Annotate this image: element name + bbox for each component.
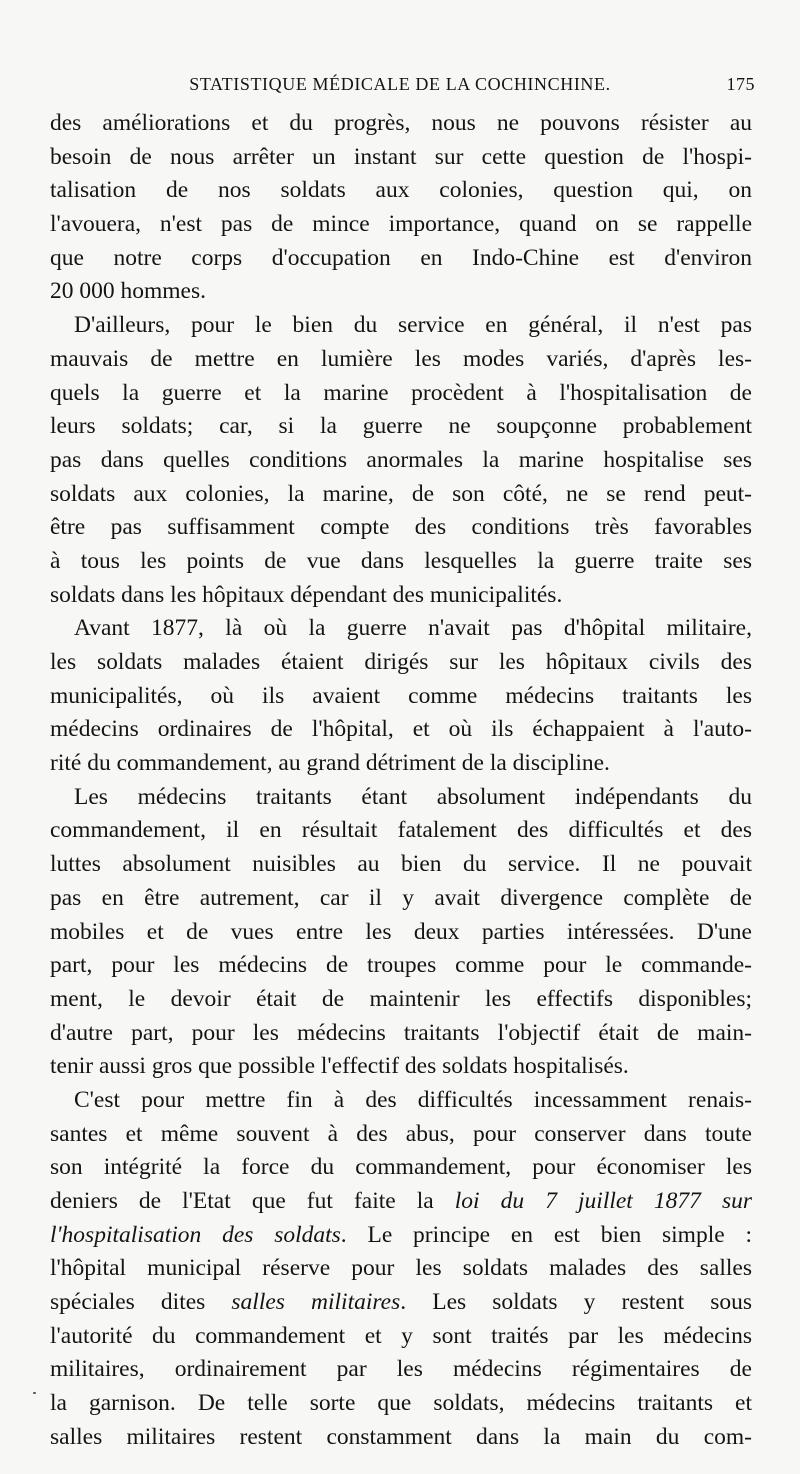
text-line: soldats aux colonies, la marine, de son côté, ne se rend peut-: [50, 480, 752, 507]
text-line: municipalités, où ils avaient comme médecins traitants les: [50, 682, 752, 709]
text-line: salles militaires restent constamment dans la main du com-: [50, 1423, 752, 1450]
text-line: leurs soldats; car, si la guerre ne soupçonne probablement: [50, 413, 752, 440]
text-line: d'autre part, pour les médecins traitants l'objectif était de main-: [50, 1019, 752, 1046]
text-line: la garnison. De telle sorte que soldats, médecins traitants et: [50, 1390, 752, 1417]
text-line: luttes absolument nuisibles au bien du service. Il ne pouvait: [50, 851, 752, 878]
text-line: commandement, il en résultait fatalement des difficultés et des: [50, 817, 752, 844]
text-line: mauvais de mettre en lumière les modes variés, d'après les-: [50, 345, 752, 372]
text-line: médecins ordinaires de l'hôpital, et où ils échappaient à l'auto-: [50, 716, 752, 743]
text-line: pas en être autrement, car il y avait divergence complète de: [50, 884, 752, 911]
text-segment: deniers de l'Etat que fut faite la: [50, 1188, 455, 1214]
text-line-mixed: [50, 1219, 752, 1253]
text-line: ment, le devoir était de maintenir les effectifs disponibles;: [50, 985, 752, 1012]
text-line: être pas suffisamment compte des conditions très favorables: [50, 514, 752, 541]
text-line: Avant 1877, là où la guerre n'avait pas d'hôpital militaire,: [74, 615, 752, 642]
text-line: des améliorations et du progrès, nous ne pouvons résister au: [50, 110, 752, 136]
text-line: l'autorité du commandement et y sont traités par les médecins: [50, 1322, 752, 1349]
text-line: que notre corps d'occupation en Indo-Chine est d'environ: [50, 244, 752, 271]
page-number: 175: [726, 74, 755, 94]
text-line: pas dans quelles conditions anormales la marine hospitalise ses: [50, 446, 752, 473]
text-line: rité du commandement, au grand détriment de la discipline.: [50, 750, 610, 777]
text-segment: . Le principe en est bien simple :: [340, 1221, 752, 1248]
text-line: l'hôpital municipal réserve pour les soldats malades des salles: [50, 1255, 752, 1282]
law-title-italic: l'hospitalisation des soldats: [50, 1221, 341, 1248]
term-italic: salles militaires: [231, 1289, 401, 1316]
text-segment: spéciales dites: [50, 1289, 232, 1316]
text-line: Les médecins traitants étant absolument indépendants du: [74, 783, 752, 810]
law-title-italic: loi du 7 juillet 1877 sur: [454, 1188, 752, 1214]
page-header: [45, 74, 755, 104]
text-line: à tous les points de vue dans lesquelles la guerre traite ses: [50, 547, 752, 574]
text-segment: . Les soldats y restent sous: [400, 1289, 752, 1316]
text-line: D'ailleurs, pour le bien du service en général, il n'est pas: [74, 312, 752, 339]
text-line: son intégrité la force du commandement, pour économiser les: [50, 1154, 752, 1181]
text-line: part, pour les médecins de troupes comme pour le commande-: [50, 952, 752, 979]
text-line: quels la guerre et la marine procèdent à l'hospitalisation de: [50, 379, 752, 406]
text-line: l'avouera, n'est pas de mince importance, quand on se rappelle: [50, 211, 752, 238]
text-line: santes et même souvent à des abus, pour conserver dans toute: [50, 1120, 752, 1147]
text-line-mixed: [50, 1185, 752, 1219]
text-line-mixed: [50, 1286, 752, 1320]
text-line: militaires, ordinairement par les médecins régimentaires de: [50, 1356, 752, 1383]
text-line: soldats dans les hôpitaux dépendant des municipalités.: [50, 581, 563, 608]
text-line: les soldats malades étaient dirigés sur les hôpitaux civils des: [50, 649, 752, 675]
text-line: C'est pour mettre fin à des difficultés incessamment renais-: [74, 1086, 752, 1113]
text-line: talisation de nos soldats aux colonies, question qui, on: [50, 177, 752, 204]
running-head: STATISTIQUE MÉDICALE DE LA COCHINCHINE.: [189, 74, 611, 94]
print-speck: [33, 1392, 36, 1394]
text-line: besoin de nous arrêter un instant sur cette question de l'hospi-: [50, 143, 752, 170]
text-line: tenir aussi gros que possible l'effectif des soldats hospitalisés.: [50, 1053, 629, 1080]
text-line: mobiles et de vues entre les deux parties intéressées. D'une: [50, 918, 752, 945]
body-text: [50, 107, 752, 1455]
text-line: 20 000 hommes.: [50, 278, 207, 305]
